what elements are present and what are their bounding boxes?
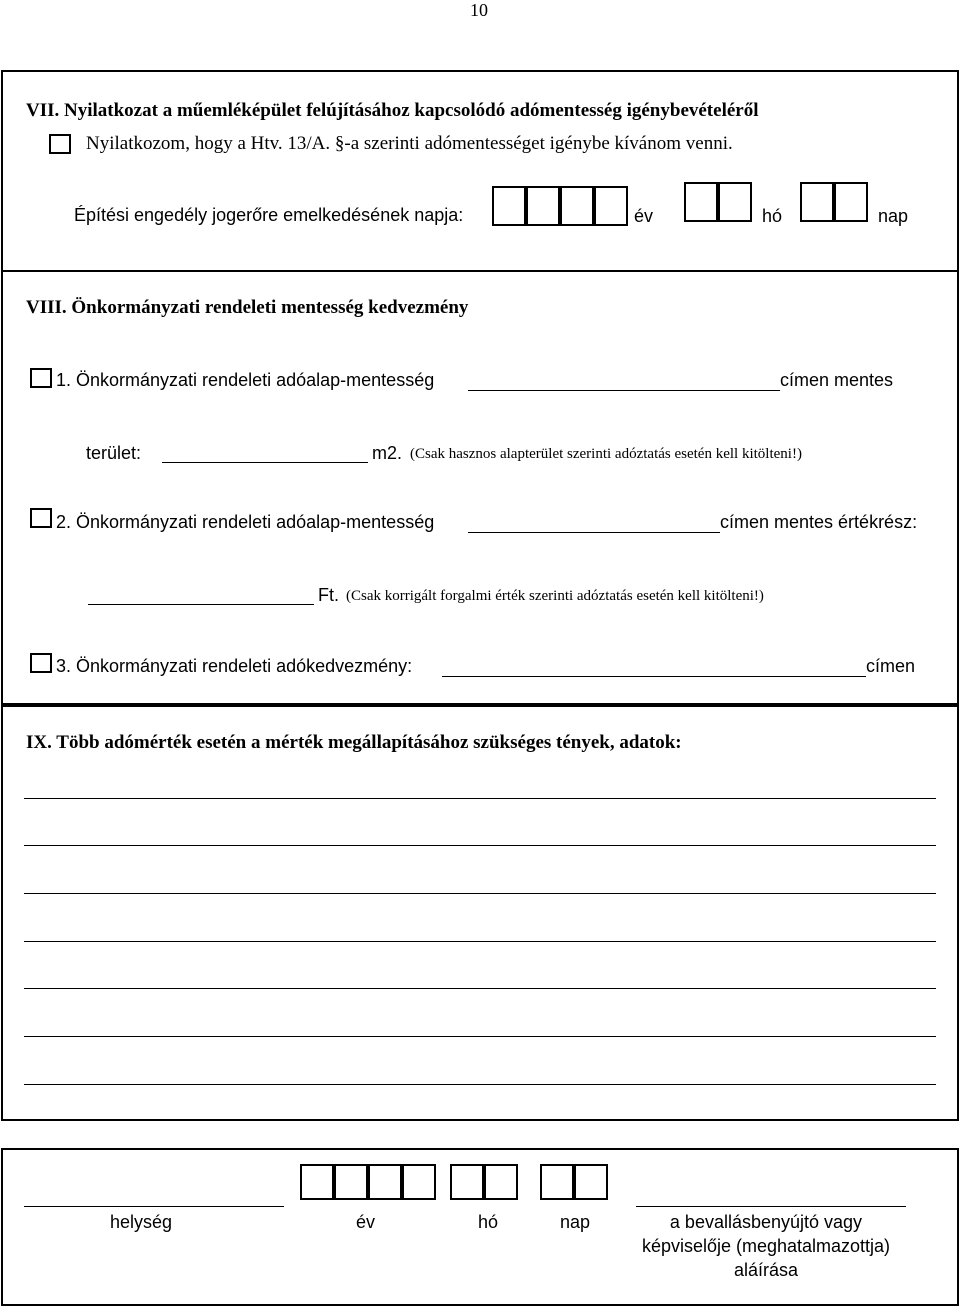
signature-caption-2: képviselője (meghatalmazottja)	[641, 1236, 891, 1256]
item3-label: 3. Önkormányzati rendeleti adókedvezmény:	[56, 656, 413, 676]
item3-suffix: címen	[866, 656, 916, 676]
item2-value-line[interactable]	[88, 604, 314, 605]
item3-title-line[interactable]	[442, 676, 866, 677]
section-viii	[1, 272, 959, 705]
section-ix	[1, 705, 959, 1121]
item2-title-line[interactable]	[468, 532, 720, 533]
item1-label: 1. Önkormányzati rendeleti adóalap-mentesség	[56, 370, 435, 390]
signature-caption-3: aláírása	[733, 1260, 799, 1280]
facts-line-1[interactable]	[24, 798, 936, 799]
place-line[interactable]	[24, 1206, 284, 1207]
item1-checkbox[interactable]	[30, 368, 52, 388]
permit-date-label: Építési engedély jogerőre emelkedésének napja:	[74, 205, 464, 225]
declaration-checkbox[interactable]	[49, 134, 71, 154]
year-digit-4[interactable]	[594, 186, 628, 226]
day-digit-2[interactable]	[834, 182, 868, 222]
item2-label: 2. Önkormányzati rendeleti adóalap-mentesség	[56, 512, 435, 532]
facts-line-6[interactable]	[24, 1036, 936, 1037]
item3-checkbox[interactable]	[30, 653, 52, 673]
sig-year-digit-2[interactable]	[334, 1164, 368, 1200]
item1-suffix: címen mentes	[780, 370, 894, 390]
item2-unit: Ft.	[318, 585, 339, 605]
sig-month-digit-1[interactable]	[450, 1164, 484, 1200]
facts-line-4[interactable]	[24, 941, 936, 942]
item1-area-line[interactable]	[162, 462, 368, 463]
signature-line[interactable]	[636, 1206, 906, 1207]
facts-line-7[interactable]	[24, 1084, 936, 1085]
page-number: 10	[470, 0, 488, 20]
day-digit-1[interactable]	[800, 182, 834, 222]
section-vii-title: VII. Nyilatkozat a műemléképület felújításához kapcsolódó adómentesség igénybevételéről	[26, 100, 759, 121]
section-viii-title: VIII. Önkormányzati rendeleti mentesség kedvezmény	[26, 297, 469, 318]
item1-area-label: terület:	[86, 443, 142, 463]
facts-line-5[interactable]	[24, 988, 936, 989]
year-digit-1[interactable]	[492, 186, 526, 226]
item1-title-line[interactable]	[468, 390, 780, 391]
year-digit-2[interactable]	[526, 186, 560, 226]
item1-note: (Csak hasznos alapterület szerinti adóztatás esetén kell kitölteni!)	[410, 446, 802, 462]
sig-day-label: nap	[560, 1212, 591, 1232]
sig-year-digit-4[interactable]	[402, 1164, 436, 1200]
sig-year-digit-1[interactable]	[300, 1164, 334, 1200]
signature-caption-1: a bevallásbenyújtó vagy	[669, 1212, 863, 1232]
day-label: nap	[878, 206, 909, 226]
sig-month-digit-2[interactable]	[484, 1164, 518, 1200]
item2-checkbox[interactable]	[30, 508, 52, 528]
item1-unit: m2.	[372, 443, 403, 463]
year-digit-3[interactable]	[560, 186, 594, 226]
sig-day-digit-2[interactable]	[574, 1164, 608, 1200]
facts-line-2[interactable]	[24, 845, 936, 846]
month-digit-1[interactable]	[684, 182, 718, 222]
item2-note: (Csak korrigált forgalmi érték szerinti adóztatás esetén kell kitölteni!)	[346, 588, 764, 604]
facts-line-3[interactable]	[24, 893, 936, 894]
item2-suffix: címen mentes értékrész:	[720, 512, 918, 532]
month-digit-2[interactable]	[718, 182, 752, 222]
declaration-text: Nyilatkozom, hogy a Htv. 13/A. §-a szerinti adómentességet igénybe kívánom venni.	[86, 133, 733, 154]
section-ix-title: IX. Több adómérték esetén a mérték megállapításához szükséges tények, adatok:	[26, 732, 682, 753]
sig-year-label: év	[356, 1212, 376, 1232]
sig-year-digit-3[interactable]	[368, 1164, 402, 1200]
month-label: hó	[762, 206, 783, 226]
sig-day-digit-1[interactable]	[540, 1164, 574, 1200]
place-label: helység	[110, 1212, 173, 1232]
year-label: év	[634, 206, 654, 226]
sig-month-label: hó	[478, 1212, 499, 1232]
